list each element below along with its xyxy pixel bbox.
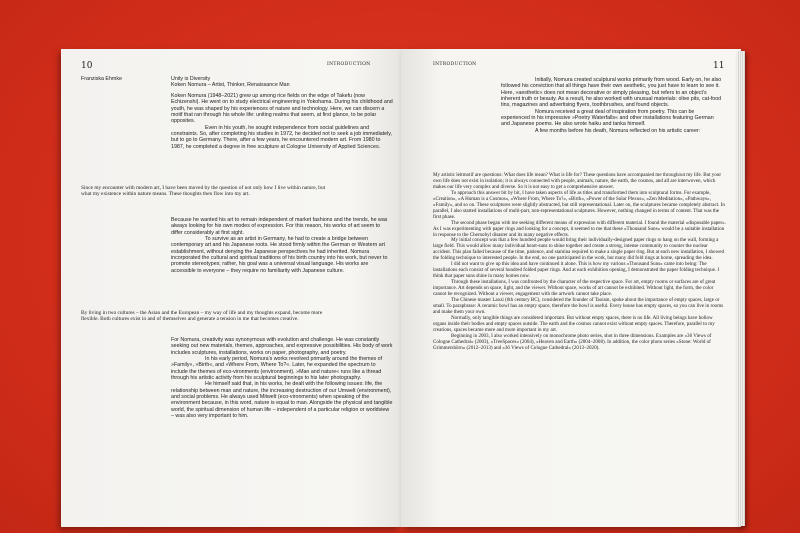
paragraph: Initially, Nomura created sculptural works primarily from wood. Early on, he also followed his conviction that all things have their own aesthetic, you just have to learn to see it. Here, »aesthetic« does not mean decorative or simply pleasing, but refers to an object's inherent truth or beauty. As a result, he also worked with unusual materials: olive pits, cat-food tins, magazines and advertising flyers, toothbrushes, and found objects. — [501, 77, 722, 109]
lower-text — [171, 337, 393, 419]
paragraph: I did not want to give up this idea and have continued it alone. This is how my various »Thousand Suns« came into being: The installations each consist of several hundred folded paper rings. And at each exhibition opening, I demonstrated the paper folding technique. I think that paper suns shine in many homes now. — [433, 261, 720, 280]
paragraph: For Nomura, creativity was synonymous with evolution and challenge. He was constantly seeking out new materials, themes, approaches, and expressive possibilities. His body of work includes sculptures, installations, works on paper, photography, and poetry. — [171, 337, 393, 356]
paragraph: Through these installations, I was confronted by the character of the respective space. For art, empty rooms or surfaces are of great importance. Art depends on space, light, and the viewer. Without space, works of art cannot be exhibited. Without light, the form, the color cannot be recognized. Without a viewer, engagement with the artwork cannot take place. — [433, 279, 716, 298]
paragraph: The Chinese master Laozi (6th century BC), considered the founder of Taoism, spoke about the importance of empty spaces, large or small. To paraphrase: A ceramic bowl has an empty space, therefore the bowl is useful. Every house has empty spaces, so you can live in rooms and make them your own. — [433, 297, 724, 315]
essay-title-block — [171, 76, 386, 89]
running-head-right: INTRODUCTION — [433, 62, 477, 67]
paragraph: Beginning in 2003, I also worked intensively on monochrome photo series, shot in three dimensions. Examples are »36 Views of Cologne Cathedral« (2003), »TreeSpaces« (2004), »Heaven and Earth« (2004–2008). In addition, the color photo series »Stone: World of Grimmershörn« (2012–2013) and »36 Views of Cologne Cathedral« (2013–2020). — [433, 332, 712, 351]
intro-text — [171, 93, 393, 150]
middle-text — [171, 217, 393, 274]
essay-subtitle: Koken Nomura – Artist, Thinker, Renaissance Man — [171, 82, 290, 89]
paragraph: My artistic leitmotif are questions: What does life mean? What is life for? These questions have accompanied me throughout my life. But your own life does not exist in isolation; it is always connected with people, animals, nature, the earth, the cosmos, and all are interwoven, which makes our life very complex and diverse. So it is not easy to get a comprehensive answer. — [433, 172, 722, 190]
paragraph: Because he wanted his art to remain independent of market fashions and the trends, he was always looking for his own modes of expression. For this reason, his works of art seem to differ considerably at first sight. — [171, 217, 388, 236]
quote-1: Since my encounter with modern art, I have been moved by the question of not only how I live within nature, but what my existence within nature means. These thoughts then flow into my art. — [81, 185, 326, 198]
right-top-text — [501, 77, 723, 134]
page-edges — [737, 51, 745, 526]
paragraph: The second phase began with me seeking different means of expression with different material. I found the material »disposable paper«. As I was experimenting with paper rings and looking for a concept, it seemed to me that these »Thousand Suns« would be a suitable installation in response to the Chernobyl disaster and its many negative effects. — [433, 219, 726, 238]
right-page — [401, 49, 741, 527]
essay-title: Unity is Diversity — [171, 76, 211, 82]
page-number-left: 10 — [81, 61, 93, 71]
left-page — [61, 49, 401, 527]
paragraph: He himself said that, in his works, he dealt with the following issues: life, the relationship between man and nature, the increasing destruction of our Umwelt (environment), and social problems. He always used Mitwelt (eco-vironments) when speaking of the environment because, in this word, nature is equal to man. Alongside the physical and tangible world, the spiritual dimension of human life – independent of a particular religion or worldview – was also very important to him. — [171, 381, 393, 420]
paragraph: Normally, only tangible things are considered important. But without empty spaces, there is no life. All living beings have hollow organs inside their bodies and empty spaces outside. The earth and the cosmos cannot exist without empty spaces. Therefore, parallel to my creations, spaces became more and more important in my art. — [433, 314, 715, 333]
paragraph: To approach this answer bit by bit, I have taken aspects of life as titles and transformed them into sculptural forms. For example, »Creation«, »A Human is a Cosmos«, »Where From, Where To?«, »Birth«, »Power of the Solar Plexus«, »Zen Meditation«, »Pathways«, »Family«, and so on. These sculptures were slightly abstracted, but still representational. Later on, the sculptures became completely abstract. In parallel, I also started installations of multi-part, non-representational sculptures. However, nothing changed in terms of content. That was the first phase. — [433, 189, 725, 220]
book-spread — [61, 49, 741, 527]
paragraph: In his early period, Nomura's works revolved primarily around the themes of »Family«, »Birth«, and »Where From, Where To?«. Later, he expanded the spectrum to include the themes of eco-vironments (environment). »Man and nature« runs like a thread through his artistic activity from his sculptural beginnings to his later photography. — [171, 356, 383, 382]
paragraph: Koken Nomura (1948–2021) grew up among rice fields on the edge of Takefu (now Echizenshi). He went on to study electrical engineering in Yokohama. During his childhood and youth, he was shaped by his experiences of nature and technology. Here, we can discern a motif that ran through his whole life: uniting realms that seem, at first glance, to be polar opposites. — [171, 93, 393, 125]
quote-2: By living in two cultures – the Asian and the European – my way of life and my thoughts expand, become more flexible. Both cultures exist in and of themselves and generate a tension in me that becomes creative. — [81, 310, 323, 323]
paragraph: To survive as an artist in Germany, he had to create a bridge between contemporary art and his Japanese roots. He stood firmly within the German or Western art establishment, without denying the Japanese perspectives he had inherited. Nomura incorporated the cultural and spiritual traditions of his birth country into his work, but never to promote stereotypes; rather, his goal was a universal visual language. His works are accessible to everyone – they require no familiarity with Japanese culture. — [171, 236, 388, 274]
artist-quote — [433, 173, 727, 352]
paragraph: My initial concept was that a few hundred people would bring their individually-designed paper rings to hang on the wall, forming a large field. This would allow many individual heart-suns to shine together and create a strong, intense community to counter the nuclear accident. This plan failed because of the time, patience, and stamina required to make a single paper ring. But at each new installation, I showed the folding technique to interested people. In the end, no one participated in the work, but many did fold rings at home, spreading the idea. — [433, 237, 724, 262]
paragraph: A few months before his death, Nomura reflected on his artistic career: — [535, 127, 701, 134]
paragraph: Nomura received a great deal of inspiration from poetry. This can be experienced in his impressive »Poetry Waterfalls« and other installations featuring German and Japanese poems. He also wrote haiku and tanka himself. — [501, 108, 714, 128]
running-head-left: INTRODUCTION — [327, 62, 371, 67]
paragraph: Even in his youth, he sought independence from social guidelines and constraints. So, after completing his studies in 1972, he decided not to seek a job immediately, but to go to Germany. There, after a few years, he encountered modern art. From 1980 to 1987, he completed a degree in free sculpture at Cologne University of Applied Sciences. — [171, 124, 393, 150]
page-number-right: 11 — [713, 61, 725, 71]
author-name: Franziska Ehmke — [81, 76, 122, 82]
